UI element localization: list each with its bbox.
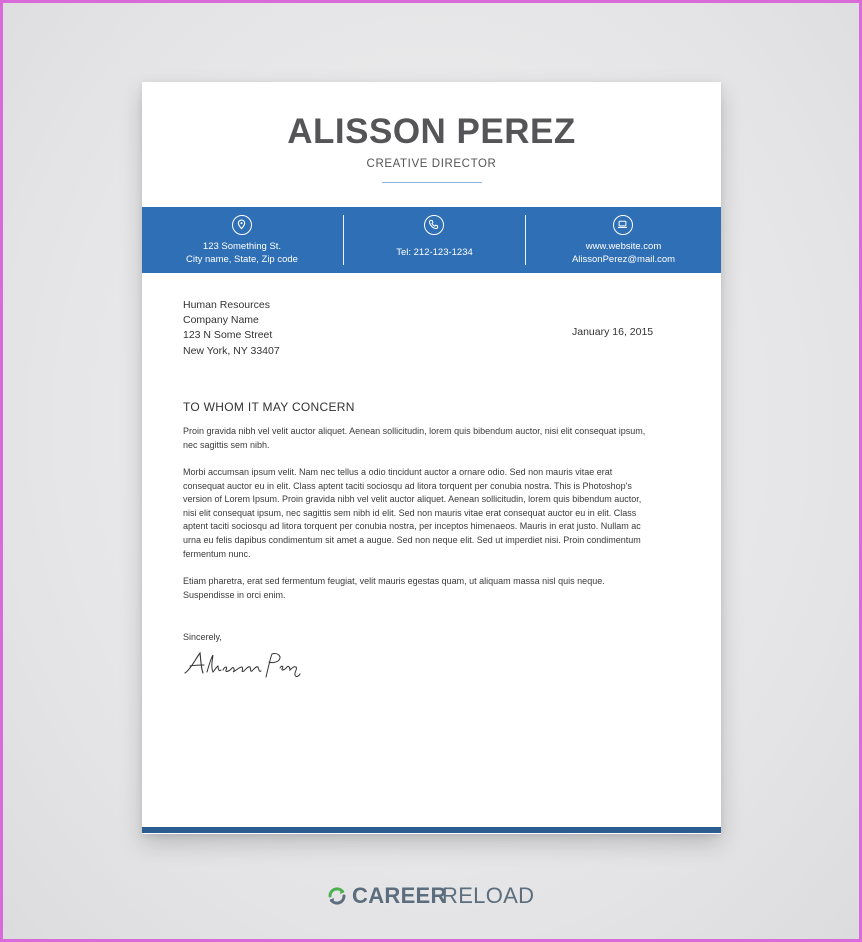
recipient-line: Human Resources xyxy=(183,299,270,311)
contact-web xyxy=(526,207,721,273)
recipient-line: Company Name xyxy=(183,314,259,327)
handwritten-signature xyxy=(182,649,302,688)
applicant-name: ALISSON PEREZ xyxy=(287,112,576,151)
footer-bar xyxy=(142,827,721,833)
letter-date: January 16, 2015 xyxy=(572,326,654,338)
brand-name-bold: CAREER xyxy=(352,883,447,908)
contact-band xyxy=(142,207,721,273)
salutation: TO WHOM IT MAY CONCERN xyxy=(183,400,355,414)
laptop-icon xyxy=(613,215,633,235)
body-paragraph: Proin gravida nibh vel velit auctor aliquet. Aenean sollicitudin, lorem quis bibendum auctor, nisi elit consequat ipsum, nec sagittis sem nibh. xyxy=(183,426,646,450)
job-title: CREATIVE DIRECTOR xyxy=(366,158,497,170)
body-paragraph: Etiam pharetra, erat sed fermentum feugiat, velit mauris egestas quam, ut aliquam massa nisl quis neque. Suspendisse in orci enim. xyxy=(183,576,605,600)
recipient-line: New York, NY 33407 xyxy=(183,344,280,357)
title-divider xyxy=(382,182,482,183)
contact-address xyxy=(142,207,342,273)
phone-icon xyxy=(424,215,444,235)
website: www.website.com xyxy=(585,241,662,252)
email: AlissonPerez@mail.com xyxy=(571,254,676,265)
closing: Sincerely, xyxy=(183,632,222,642)
brand-name-light: RELOAD xyxy=(442,883,535,908)
body-paragraph: Morbi accumsan ipsum velit. Nam nec tellus a odio tincidunt auctor a ornare odio. Sed non mauris vitae erat consequat auctor eu in elit. Class aptent taciti sociosqu ad litora torquent per conubia nostra. This is Photoshop's version of Lorem Ipsum. Proin gravida nibh vel velit auctor aliquet. Aenean sollicitudin, lorem quis bibendum auctor, nisi elit consequat ipsum, nec sagittis sem nibh id elit. Sed non mauris vitae erat consequat auctor eu in elit. Class aptent taciti sociosqu ad litora torquent per conubia nostra, per inceptos himenaeos. Mauris in erat justo. Nullam ac urna eu felis dapibus condimentum sit amet a augue. Sed non neque elit. Sed ut imperdiet nisi. Proin condimentum fermentum nunc. xyxy=(183,467,642,559)
refresh-arrows-icon xyxy=(326,885,348,912)
cover-letter-page xyxy=(142,82,721,834)
contact-phone xyxy=(344,207,525,273)
recipient-line: 123 N Some Street xyxy=(183,329,273,342)
phone-number: Tel: 212-123-1234 xyxy=(396,247,473,258)
location-pin-icon xyxy=(232,215,252,235)
address-line-2: City name, State, Zip code xyxy=(186,254,298,265)
address-line-1: 123 Something St. xyxy=(202,241,282,252)
recipient-address xyxy=(183,298,280,359)
